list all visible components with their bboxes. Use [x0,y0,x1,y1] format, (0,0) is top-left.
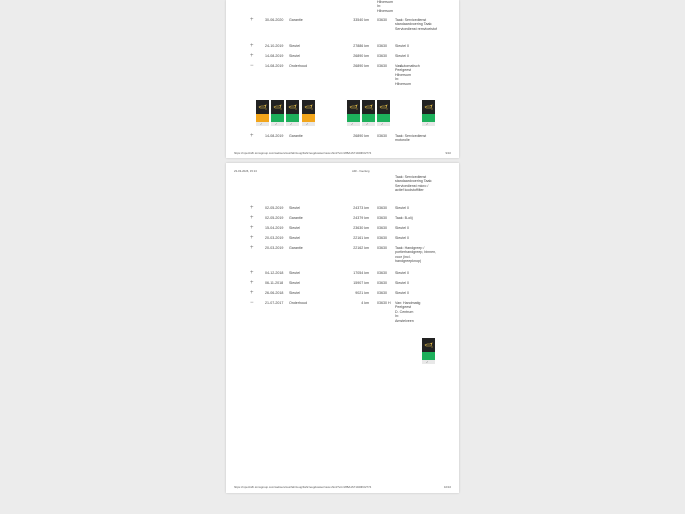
oil-can-icon [288,103,297,111]
row-date: 20-03-2019 [265,236,284,240]
expand-toggle[interactable]: + [250,245,254,251]
oil-can-icon [304,103,313,111]
row-type: Garantie [289,216,303,220]
expand-toggle[interactable]: + [250,133,254,139]
row-type: Garantie [289,18,303,22]
service-tile [302,100,315,126]
row-type: Garantie [289,134,303,138]
row-code: 03630 [377,216,387,220]
row-description: Sleutel 0 [395,291,409,295]
row-date: 14-08-2019 [265,54,284,58]
row-description: Sleutel 0 [395,226,409,230]
row-code: 03630 [377,246,387,250]
row-description: Taak: Servicedienst standaardvoering Taak: Servicedienst micro / actief koolstoffilter [395,175,433,193]
row-mileage: 33540 km [353,18,369,22]
check-icon: ✓ [306,122,309,126]
row-date: 14-08-2019 [265,64,284,68]
check-icon: ✓ [381,122,384,126]
row-code: 03630 H [377,301,391,305]
row-description: Sleutel 0 [395,206,409,210]
row-code: 03630 [377,44,387,48]
row-date: 20-03-2019 [265,246,284,250]
service-tile [256,100,269,126]
row-code: 03630 [377,291,387,295]
row-description: Sleutel 0 [395,54,409,58]
check-icon: ✓ [260,122,263,126]
collapse-toggle[interactable]: − [250,63,254,69]
row-type: Sleutel [289,236,300,240]
row-description: Taak: Servicedienst standaardvoering Taak: Servicedienst remvloeistof [395,18,437,31]
row-date: 02-05-2019 [265,206,284,210]
row-date: 14-08-2019 [265,134,284,138]
check-icon: ✓ [290,122,293,126]
row-description: Van: Peelgeest D. Centrum In: Amstelveen [395,301,414,323]
footer-url[interactable]: https://mpel-b2b.tomsgroup.com/webservices/fahrzeug/Fahrzeugdossier/view.xhtml?vin=WBA1S71020K02774 [234,485,372,489]
oil-can-icon [424,103,433,111]
row-code: 03630 [377,64,387,68]
oil-can-icon [379,103,388,111]
row-description: Sleutel 0 [395,236,409,240]
row-mileage: 22161 km [353,236,369,240]
expand-toggle[interactable]: + [250,270,254,276]
row-mileage: 23630 km [353,226,369,230]
row-description: Sleutel 0 [395,271,409,275]
row-type: Sleutel [289,206,300,210]
footer-url[interactable]: https://mpel-b2b.tomsgroup.com/webservices/fahrzeug/Fahrzeugdossier/view.xhtml?vin=WBA1S71020K02774 [234,151,372,155]
expand-toggle[interactable]: + [250,280,254,286]
row-code: 03630 [377,226,387,230]
row-mileage: 24373 km [353,206,369,210]
row-date: 30-06-2020 [265,18,284,22]
row-description: Van: Peelgeest Hilversum In: Hilversum [395,64,411,86]
row-type: Sleutel [289,44,300,48]
row-type: Sleutel [289,291,300,295]
row-type: Onderhoud [289,301,307,305]
oil-can-icon [258,103,267,111]
row-mileage: 26890 km [353,54,369,58]
collapse-toggle[interactable]: − [250,300,254,306]
row-type: Sleutel [289,281,300,285]
service-tile [377,100,390,126]
row-mileage: 15907 km [353,281,369,285]
row-date: 15-04-2019 [265,226,284,230]
document-page-10 [226,163,459,493]
check-icon: ✓ [366,122,369,126]
service-tile [271,100,284,126]
oil-can-icon [273,103,282,111]
document-page-9 [226,0,459,158]
row-mileage: 4 km [361,301,369,305]
row-code: 03630 [377,236,387,240]
expand-toggle[interactable]: + [250,43,254,49]
expand-toggle[interactable]: + [250,215,254,221]
service-tile [422,100,435,126]
row-description: Sleutel 0 [395,281,409,285]
oil-can-icon [349,103,358,111]
row-type: Sleutel [289,226,300,230]
page-number: 10/10 [444,485,451,489]
row-description: Taak: Servicedienst motorolie [395,134,427,143]
row-date: 06-11-2018 [265,281,284,285]
row-description: Taak: Handgreep / portierhandgreep, binnen, voor (incl. handgreepknop) [395,246,437,264]
expand-toggle[interactable]: + [250,225,254,231]
row-code: 03630 [377,18,387,22]
location-text: Hilversum In: Hilversum [377,0,393,13]
expand-toggle[interactable]: + [250,235,254,241]
row-date: 21-07-2017 [265,301,284,305]
row-code: 03630 [377,134,387,138]
row-date: 26-06-2018 [265,291,284,295]
expand-toggle[interactable]: + [250,53,254,59]
row-type: Garantie [289,246,303,250]
row-mileage: 22162 km [353,246,369,250]
row-code: 03630 [377,271,387,275]
service-tile [286,100,299,126]
row-mileage: 26890 km [353,64,369,68]
check-icon: ✓ [426,360,429,364]
header-title: AIR - Voertuig [352,169,370,173]
service-tile [347,100,360,126]
service-tile [422,338,435,364]
row-type: Sleutel [289,271,300,275]
row-code: 03630 [377,54,387,58]
row-mileage: 27886 km [353,44,369,48]
oil-can-icon [424,341,433,349]
oil-can-icon [364,103,373,111]
row-date: 24-10-2019 [265,44,284,48]
row-code: 03630 [377,281,387,285]
row-type: Onderhoud [289,64,307,68]
expand-toggle[interactable]: + [250,17,254,23]
expand-toggle[interactable]: + [250,290,254,296]
check-icon: ✓ [426,122,429,126]
row-description: Sleutel 0 [395,44,409,48]
expand-toggle[interactable]: + [250,205,254,211]
row-mode: Automatisch [400,64,420,68]
header-date: 23-03-2026, 15:13 [234,169,257,173]
row-mode: Handmatig [403,301,421,305]
row-date: 02-05-2019 [265,216,284,220]
row-mileage: 17054 km [353,271,369,275]
check-icon: ✓ [275,122,278,126]
row-mileage: 9021 km [355,291,369,295]
row-mileage: 26890 km [353,134,369,138]
row-date: 04-12-2018 [265,271,284,275]
row-description: Taak: B-olij [395,216,413,220]
row-code: 03630 [377,206,387,210]
check-icon: ✓ [351,122,354,126]
service-tile [362,100,375,126]
row-type: Sleutel [289,54,300,58]
row-mileage: 24379 km [353,216,369,220]
page-number: 9/10 [445,151,451,155]
